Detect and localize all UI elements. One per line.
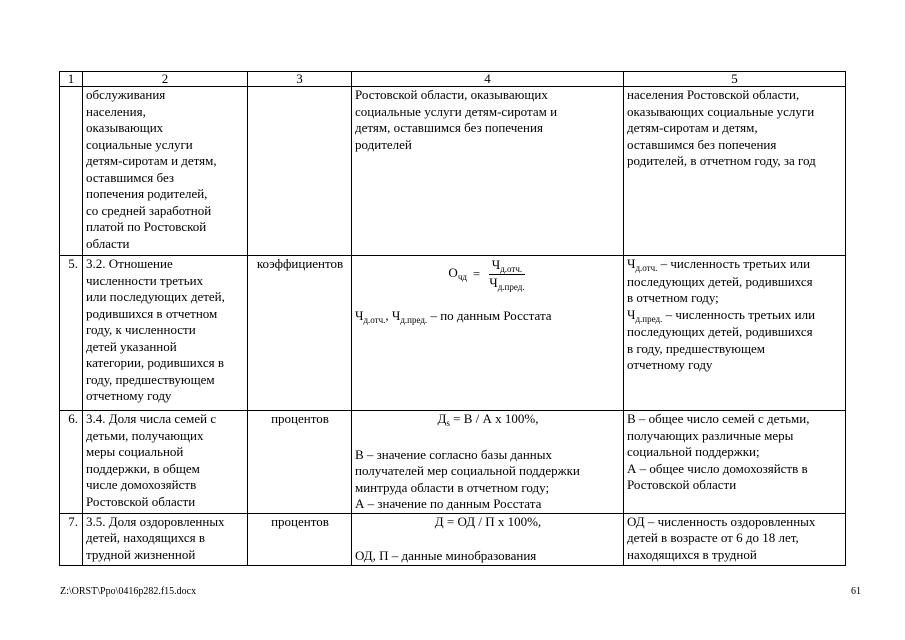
notes-cell: ОД – численность оздоровленных детей в возрасте от 6 до 18 лет, находящихся в трудной	[624, 513, 846, 565]
notes-cell: В – общее число семей с детьми, получающих различные меры социальной поддержки; А – общее число домохозяйств в Ростовской области	[624, 411, 846, 514]
header-cell: 3	[248, 72, 352, 87]
page-number: 61	[851, 586, 861, 597]
formula-lhs: $О_{чд}$	[448, 265, 467, 283]
indicator-cell: 3.2. Отношение численности третьих или последующих детей, родившихся в отчетном году, к численности детей указанной категории, родившихся в году, предшествующем отчетному году	[83, 256, 248, 411]
note-item: $Ч_{д.пред.}$ – численность третьих или последующих детей, родившихся в году, предшествующем отчетному году	[627, 306, 816, 372]
indicator-cell: 3.5. Доля оздоровленных детей, находящихся в трудной жизненной	[83, 513, 248, 565]
row-number: 6.	[60, 411, 83, 514]
method-cell: Ростовской области, оказывающих социальные услуги детям-сиротам и детям, оставшимся без попечения родителей	[352, 87, 624, 256]
unit-cell: процентов	[248, 513, 352, 565]
unit-cell: коэффициентов	[248, 256, 352, 411]
share-formula: Д = ОД / П х 100%,	[434, 513, 542, 529]
method-cell	[352, 256, 624, 411]
row-number: 7.	[60, 513, 83, 565]
unit-cell	[248, 87, 352, 256]
formula-equals: =	[472, 265, 481, 281]
ratio-formula	[355, 258, 621, 290]
indicator-cell: обслуживания населения, оказывающих социальные услуги детям-сиротам и детям, оставшимся без попечения родителей, со средней заработной платой по Ростовской области	[83, 87, 248, 256]
fraction-numerator: $Ч_{д.отч.}$	[489, 257, 525, 275]
method-cell	[352, 513, 624, 565]
share-formula: $Д_s = В / А$ х 100%,	[437, 411, 539, 428]
table-row	[60, 87, 846, 256]
indicator-cell: 3.4. Доля числа семей с детьми, получающих меры социальной поддержки, в общем числе домохозяйств Ростовской области	[83, 411, 248, 514]
row-number	[60, 87, 83, 256]
header-cell: 5	[624, 72, 846, 87]
method-description: В – значение согласно базы данных получателей мер социальной поддержки минтруда области в отчетном году; А – значение по данным Росстата	[355, 446, 580, 511]
header-cell: 2	[83, 72, 248, 87]
unit-cell: процентов	[248, 411, 352, 514]
table-row	[60, 256, 846, 411]
notes-cell: населения Ростовской области, оказывающих социальные услуги детям-сиротам и детям, оставшимся без попечения родителей, в отчетном году, за год	[624, 87, 846, 256]
method-description: ОД, П – данные минобразования	[355, 548, 537, 563]
fraction-denominator: $Ч_{д.пред.}$	[489, 274, 525, 292]
header-cell: 1	[60, 72, 83, 87]
method-source-line: $Ч_{д.отч.}$, $Ч_{д.пред.}$ – по данным Росстата	[355, 308, 552, 325]
table-row	[60, 411, 846, 514]
notes-cell	[624, 256, 846, 411]
row-number: 5.	[60, 256, 83, 411]
note-item: $Ч_{д.отч.}$ – численность третьих или последующих детей, родившихся в отчетном году;	[627, 256, 813, 305]
formula-fraction	[486, 257, 527, 292]
header-row	[60, 72, 846, 87]
table-row	[60, 513, 846, 565]
file-path: Z:\ORST\Ppo\0416p282.f15.docx	[60, 586, 197, 597]
indicators-table	[59, 71, 846, 566]
method-cell	[352, 411, 624, 514]
header-cell: 4	[352, 72, 624, 87]
